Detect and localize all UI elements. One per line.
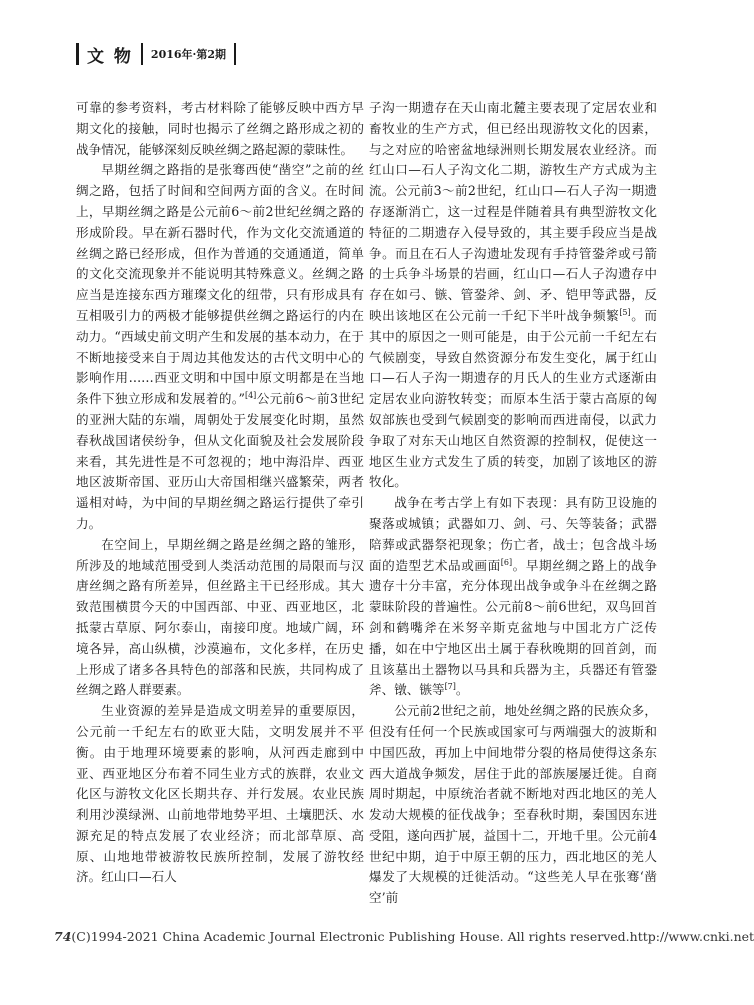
right-column — [369, 98, 657, 928]
paragraph: 早期丝绸之路指的是张骞西使“凿空”之前的丝绸之路，包括了时间和空间两方面的含义。在时间上，早期丝绸之路是公元前6～前2世纪丝绸之路的形成阶段。早在新石器时代，作为文化交流通道的丝绸之路已经形成，但作为普通的交通通道，简单的文化交流现象并不能说明其特殊意义。丝绸之路应当是连接东西方璀璨文化的纽带，只有形成具有互相吸引力的两极才能够提供丝绸之路运行的内在动力。“西域史前文明产生和发展的基本动力，在于不断地接受来自于周边其他发达的古代文明中心的影响作用……西亚文明和中国中原文明都是在当地条件下独立形成和发展着的。”[4]公元前6～前3世纪的亚洲大陆的东端，周朝处于发展变化时期，虽然春秋战国诸侯纷争，但从文化面貌及社会发展阶段来看，其先进性是不可忽视的；地中海沿岸、西亚地区波斯帝国、亚历山大帝国相继兴盛繁荣，两者遥相对峙，为中间的早期丝绸之路运行提供了牵引力。 — [76, 162, 365, 531]
left-column — [76, 98, 364, 928]
header-separator — [141, 43, 143, 65]
page-number: 74 — [54, 929, 72, 944]
journal-issue: 2016年·第2期 — [150, 48, 227, 61]
paragraph: 战争在考古学上有如下表现：具有防卫设施的聚落或城镇；武器如刀、剑、弓、矢等装备；武器陪葬或武器祭祀现象；伤亡者，战士；包含战斗场面的造型艺术品或画面[6]。早期丝绸之路上的战争遗存十分丰富，充分体现出战争或争斗在丝绸之路蒙昧阶段的普遍性。公元前8～前6世纪，双鸟回首剑和鹤嘴斧在米努辛斯克盆地与中国北方广泛传播，如在中宁地区出土属于春秋晚期的回首剑，而且该墓出土器物以马具和兵器为主，兵器还有管銎斧、镦、镞等[7]。 — [369, 495, 658, 698]
paragraph: 在空间上，早期丝绸之路是丝绸之路的雏形，所涉及的地域范围受到人类活动范围的局限而与汉唐丝绸之路有所差异，但丝路主干已经形成。其大致范围横贯今天的中国西部、中亚、西亚地区，北抵蒙古草原、阿尔泰山，南接印度。地域广阔，环境各异，高山纵横，沙漠遍布，文化多样，在历史上形成了诸多各具特色的部落和民族，共同构成了丝绸之路人群要素。 — [76, 536, 364, 698]
paragraph: 生业资源的差异是造成文明差异的重要原因，公元前一千纪左右的欧亚大陆，文明发展并不平衡。由于地理环境要素的影响，从河西走廊到中亚、西亚地区分布着不同生业方式的族群，农业文化区与游牧文化区长期共存、并行发展。农业民族利用沙漠绿洲、山前地带地势平坦、土壤肥沃、水源充足的特点发展了农业经济；而北部草原、高原、山地地带被游牧民族所控制，发展了游牧经济。红山口—石人 — [76, 703, 364, 885]
paragraph: 公元前2世纪之前，地处丝绸之路的民族众多，但没有任何一个民族或国家可与两端强大的波斯和中国匹敌，再加上中间地带分裂的格局使得这条东西大道战争频发，居住于此的部族屡屡迁徙。自商周时期起，中原统治者就不断地对西北地区的羌人发动大规模的征伐战争；至春秋时期，秦国因东进受阻，遂向西扩展，益国十二，开地千里。公元前4世纪中期，迫于中原王朝的压力，西北地区的羌人爆发了大规模的迁徙活动。“这些羌人早在张骞‘凿空’前 — [369, 703, 657, 906]
paragraph: 子沟一期遗存在天山南北麓主要表现了定居农业和畜牧业的生产方式，但已经出现游牧文化的因素，与之对应的哈密盆地绿洲则长期发展农业经济。而红山口—石人子沟文化二期，游牧生产方式成为主流。公元前3～前2世纪，红山口—石人子沟一期遗存逐渐消亡，这一过程是伴随着具有典型游牧文化特征的二期遗存入侵导致的，其主要手段应当是战争。而且在石人子沟遗址发现有手持管銎斧或弓箭的士兵争斗场景的岩画，红山口—石人子沟遗存中存在如弓、镞、管銎斧、剑、矛、铠甲等武器，反映出该地区在公元前一千纪下半叶战争频繁[5]。而其中的原因之一则可能是，由于公元前一千纪左右气候剧变，导致自然资源分布发生变化，属于红山口—石人子沟一期遗存的月氏人的生业方式逐渐由定居农业向游牧转变；而原本生活于蒙古高原的匈奴部族也受到气候剧变的影响而西进南侵，以武力争取了对东天山地区自然资源的控制权，促使这一地区生业方式发生了质的转变，加剧了该地区的游牧化。 — [369, 100, 658, 490]
paragraph: 可靠的参考资料，考古材料除了能够反映中西方早期文化的接触，同时也揭示了丝绸之路形成之初的战争情况，能够深刻反映丝绸之路起源的蒙昧性。 — [76, 100, 364, 157]
header-separator-end — [234, 43, 236, 65]
page-footer — [54, 929, 754, 944]
journal-header — [76, 40, 236, 68]
site-url[interactable]: http://www.cnki.net — [629, 929, 754, 944]
footnote-ref: [7] — [444, 682, 456, 692]
copyright-notice: (C)1994-2021 China Academic Journal Electronic Publishing House. All rights reserved. — [71, 929, 630, 944]
header-rule — [76, 43, 79, 65]
footnote-ref: [4] — [244, 390, 257, 400]
footnote-ref: [6] — [500, 557, 513, 567]
journal-brand: 文 物 — [87, 46, 133, 67]
footnote-ref: [5] — [619, 307, 631, 317]
